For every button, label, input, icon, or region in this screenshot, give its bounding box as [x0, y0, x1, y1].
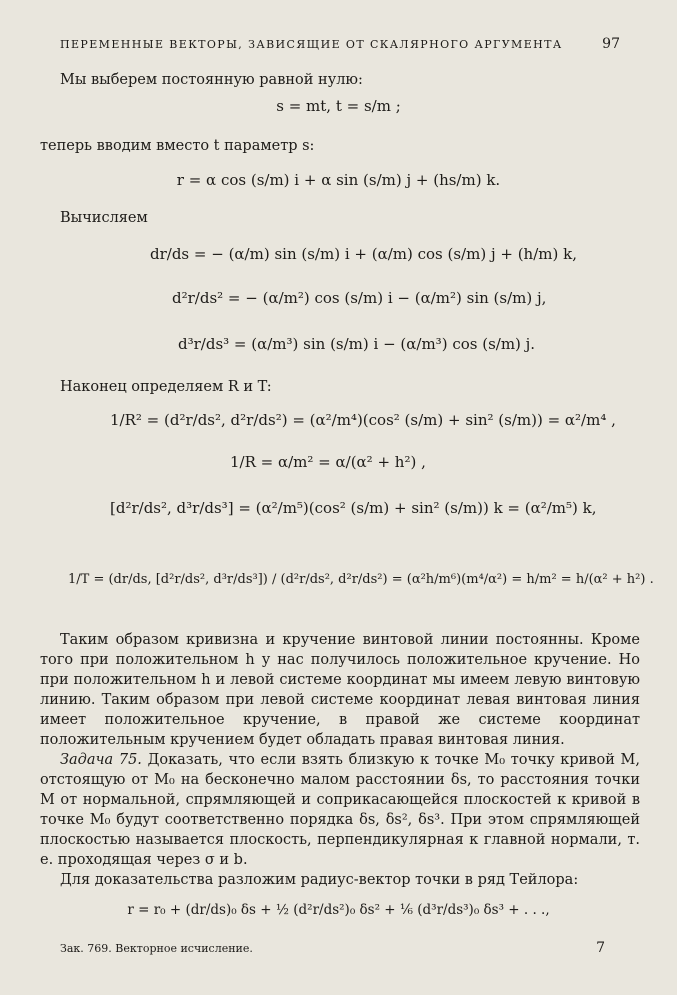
running-header — [60, 38, 620, 51]
text-line-1: Мы выберем постоянную равной нулю: — [60, 72, 363, 88]
equation-2: r = α cos (s/m) i + α sin (s/m) j + (hs/m) k. — [176, 171, 501, 189]
equation-4: d²r/ds² = − (α/m²) cos (s/m) i − (α/m²) sin (s/m) j, — [172, 289, 547, 307]
page-footer — [60, 942, 605, 955]
text-line-4: Наконец определяем R и T: — [60, 379, 272, 395]
equation-5: d³r/ds³ = (α/m³) sin (s/m) i − (α/m³) cos (s/m) j. — [178, 335, 536, 353]
paragraph-1: Таким образом кривизна и кручение винтовой линии постоянны. Кроме того при положительном h у нас получилось положительное кручение. Но при положительном h и левой системе координат мы имеем левую винтовую линию. Таким образом при левой системе координат левая винтовая линия имеет положительное кручение, в правой же системе координат положительным кручением будет обладать правая винтовая линия. — [40, 632, 640, 748]
page-number: 97 — [602, 36, 620, 52]
paragraph-block — [40, 630, 640, 890]
equation-1: s = mt, t = s/m ; — [276, 97, 401, 115]
equation-8: [d²r/ds², d³r/ds³] = (α²/m⁵)(cos² (s/m) + sin² (s/m)) k = (α²/m⁵) k, — [110, 499, 597, 517]
equation-6: 1/R² = (d²r/ds², d²r/ds²) = (α²/m⁴)(cos² (s/m) + sin² (s/m)) = α²/m⁴ , — [110, 411, 616, 429]
problem-text: Доказать, что если взять близкую к точке M₀ точку кривой M, отстоящую от M₀ на бесконечно малом расстоянии δs, то расстояния точки M от нормальной, спрямляющей и соприкасающейся плоскостей к кривой в точке M₀ будут соответственно порядка δs, δs², δs³. При этом спрямляющей плоскостью называется плоскость, перпендикулярная к главной нормали, т. е. проходящая через σ и b. — [40, 752, 641, 868]
equation-7: 1/R = α/m² = α/(α² + h²) , — [230, 453, 426, 471]
signature-mark: 7 — [596, 940, 605, 956]
paragraph-2 — [40, 750, 640, 870]
header-title: ПЕРЕМЕННЫЕ ВЕКТОРЫ, ЗАВИСЯЩИЕ ОТ СКАЛЯРНОГО АРГУМЕНТА — [60, 38, 563, 51]
equation-3: dr/ds = − (α/m) sin (s/m) i + (α/m) cos (s/m) j + (h/m) k, — [150, 245, 577, 263]
text-line-2: теперь вводим вместо t параметр s: — [40, 138, 315, 154]
equation-9: 1/T = (dr/ds, [d²r/ds², d³r/ds³]) / (d²r/ds², d²r/ds²) = (α²h/m⁶)(m⁴/α²) = h/m² = h/(α² + h²) . — [68, 572, 654, 587]
equation-10: r = r₀ + (dr/ds)₀ δs + ½ (d²r/ds²)₀ δs² + ⅙ (d³r/ds³)₀ δs³ + . . ., — [127, 902, 550, 918]
problem-label: Задача 75. — [60, 752, 142, 768]
footer-signature: Зак. 769. Векторное исчисление. — [60, 942, 253, 955]
text-line-3: Вычисляем — [60, 210, 148, 226]
paragraph-3: Для доказательства разложим радиус-вектор точки в ряд Тейлора: — [60, 872, 579, 888]
